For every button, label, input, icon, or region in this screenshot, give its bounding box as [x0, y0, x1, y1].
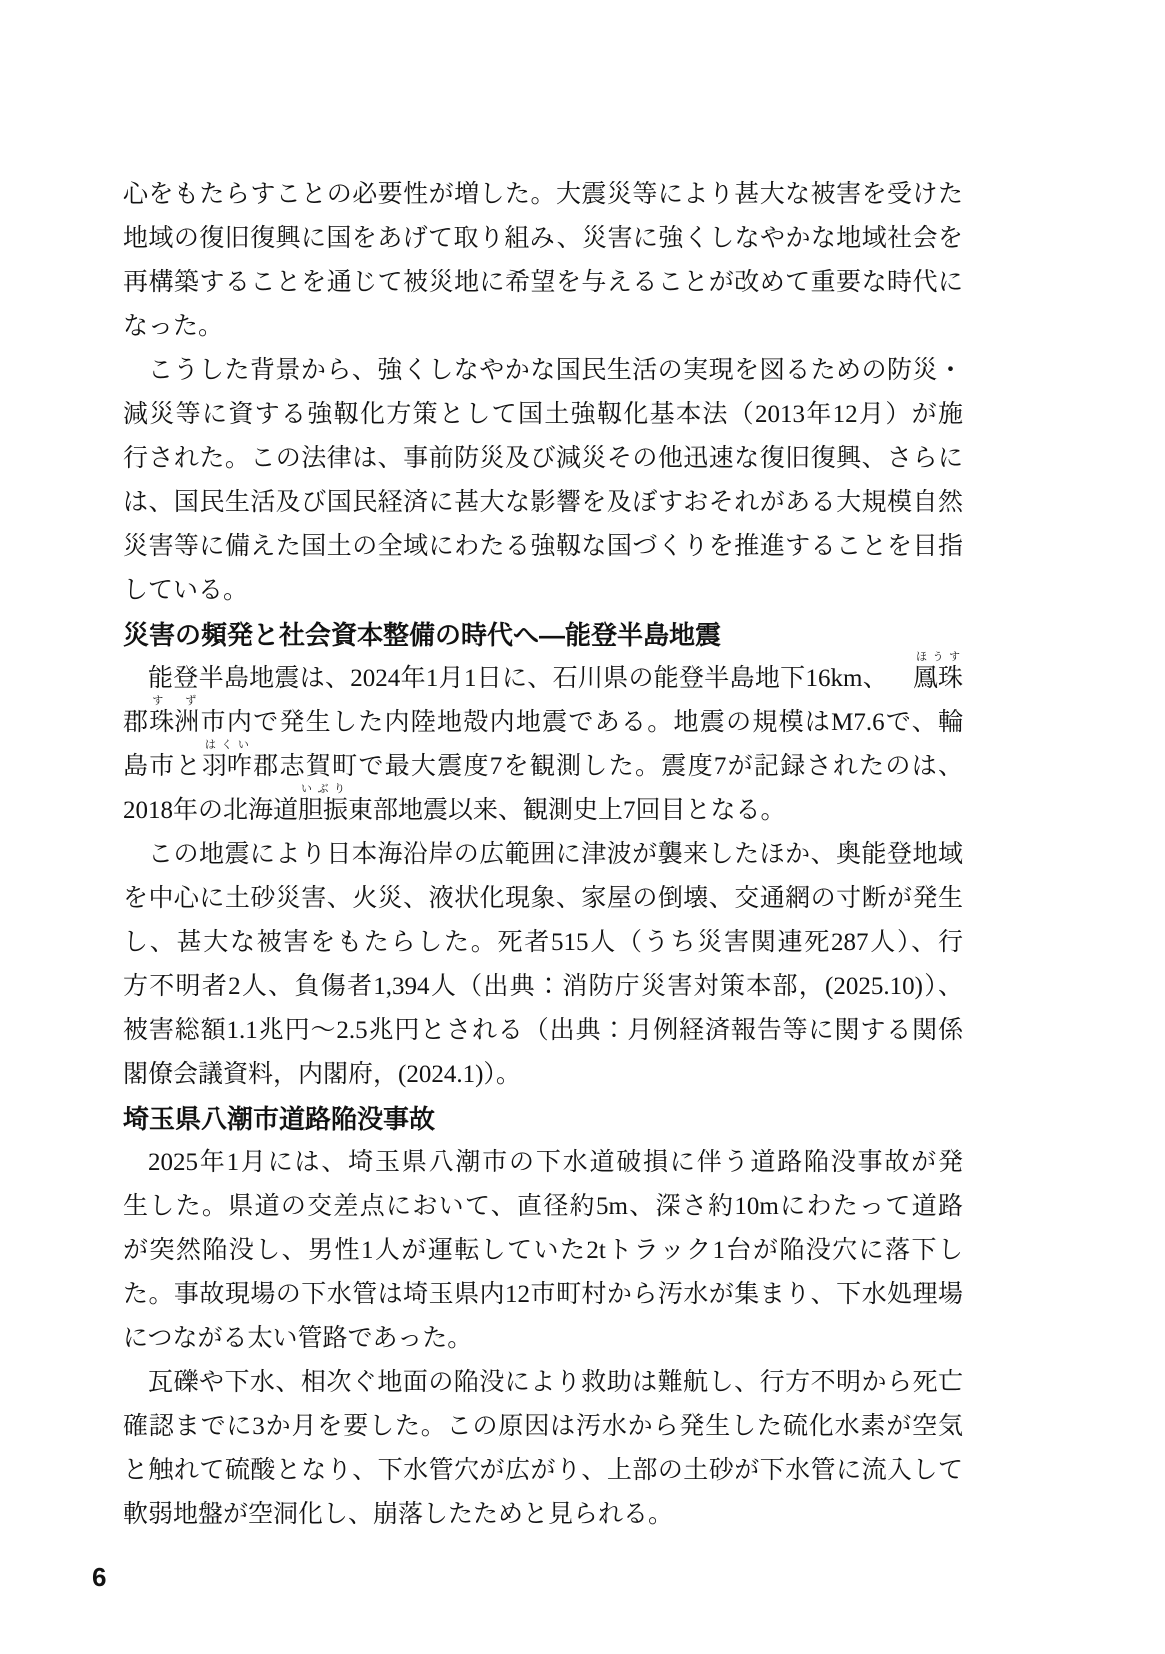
text-line: 減災等に資する強靱化方策として国土強靱化基本法（2013年12月）が施 [123, 401, 963, 428]
text-line: 災害の頻発と社会資本整備の時代へ―能登半島地震 [123, 620, 722, 650]
text-line: を中心に土砂災害、火災、液状化現象、家屋の倒壊、交通網の寸断が発生 [123, 885, 963, 912]
page-number: 6 [92, 1562, 107, 1592]
ruby-word: 鳳珠 ほうす [888, 665, 963, 693]
text-line: 地域の復旧復興に国をあげて取り組み、災害に強くしなやかな地域社会を [123, 225, 963, 252]
furigana: すず [152, 695, 197, 707]
paragraph [123, 1141, 963, 1361]
text-line: と触れて硫酸となり、下水管穴が広がり、上部の土砂が下水管に流入して [123, 1457, 963, 1484]
text-line: が突然陥没し、男性1人が運転していた2tトラック1台が陥没穴に落下し [123, 1237, 963, 1264]
text-line: 島市と羽咋 はくい 郡志賀町で最大震度7を観測した。震度7が記録されたのは、 [123, 739, 963, 780]
text-line: 郡珠洲 すず 市内で発生した内陸地殻内地震である。地震の規模はM7.6で、輪 [123, 695, 963, 736]
text-column [123, 173, 963, 1537]
paragraph [123, 173, 963, 349]
ruby-word: 珠洲 すず [149, 695, 200, 736]
furigana: いぶり [301, 783, 346, 795]
ruby-word: 胆振 いぶり [298, 783, 349, 824]
text-line: 心をもたらすことの必要性が増した。大震災等により甚大な被害を受けた [123, 181, 963, 208]
text-line: 行された。この法律は、事前防災及び減災その他迅速な復旧復興、さらに [123, 445, 963, 472]
text-line: 方不明者2人、負傷者1,394人（出典：消防庁災害対策本部，(2025.10)）、 [123, 973, 963, 1000]
text-line: は、国民生活及び国民経済に甚大な影響を及ぼすおそれがある大規模自然 [123, 489, 963, 516]
paragraph [123, 349, 963, 613]
text-line: なった。 [123, 313, 224, 340]
text-line: している。 [123, 577, 249, 604]
text-line: 瓦礫や下水、相次ぐ地面の陥没により救助は難航し、行方不明から死亡 [148, 1369, 963, 1396]
text-line: 災害等に備えた国土の全域にわたる強靱な国づくりを推進することを目指 [123, 533, 963, 560]
text-line: 確認までに3か月を要した。この原因は汚水から発生した硫化水素が空気 [123, 1413, 963, 1440]
text-line: 被害総額1.1兆円～2.5兆円とされる（出典：月例経済報告等に関する関係 [123, 1017, 963, 1044]
section-heading [123, 613, 963, 657]
text-line: 軟弱地盤が空洞化し、崩落したためと見られる。 [123, 1501, 674, 1528]
text-line: 2018年の北海道胆振 いぶり 東部地震以来、観測史上7回目となる。 [123, 783, 786, 824]
text-line: 埼玉県八潮市道路陥没事故 [123, 1104, 436, 1134]
ruby-word: 羽咋 はくい [201, 739, 252, 780]
paragraph [123, 651, 963, 833]
text-line: 再構築することを通じて被災地に希望を与えることが改めて重要な時代に [123, 269, 963, 296]
text-line: た。事故現場の下水管は埼玉県内12市町村から汚水が集まり、下水処理場 [123, 1281, 963, 1308]
text-line: この地震により日本海沿岸の広範囲に津波が襲来したほか、奥能登地域 [148, 841, 963, 868]
paragraph [123, 833, 963, 1097]
text-line: につながる太い管路であった。 [123, 1325, 473, 1352]
text-line: 能登半島地震は、2024年1月1日に、石川県の能登半島地下16km、 鳳珠 ほうす [148, 651, 963, 692]
furigana: ほうす [915, 651, 960, 663]
section-heading [123, 1097, 963, 1141]
text-line: 生した。県道の交差点において、直径約5m、深さ約10mにわたって道路 [123, 1193, 963, 1220]
paragraph [123, 1361, 963, 1537]
text-line: し、甚大な被害をもたらした。死者515人（うち災害関連死287人）、行 [123, 929, 963, 956]
furigana: はくい [204, 739, 249, 751]
text-line: 2025年1月には、埼玉県八潮市の下水道破損に伴う道路陥没事故が発 [148, 1149, 963, 1176]
text-line: 閣僚会議資料，内閣府，(2024.1)）。 [123, 1061, 521, 1088]
text-line: こうした背景から、強くしなやかな国民生活の実現を図るための防災・ [148, 357, 963, 384]
